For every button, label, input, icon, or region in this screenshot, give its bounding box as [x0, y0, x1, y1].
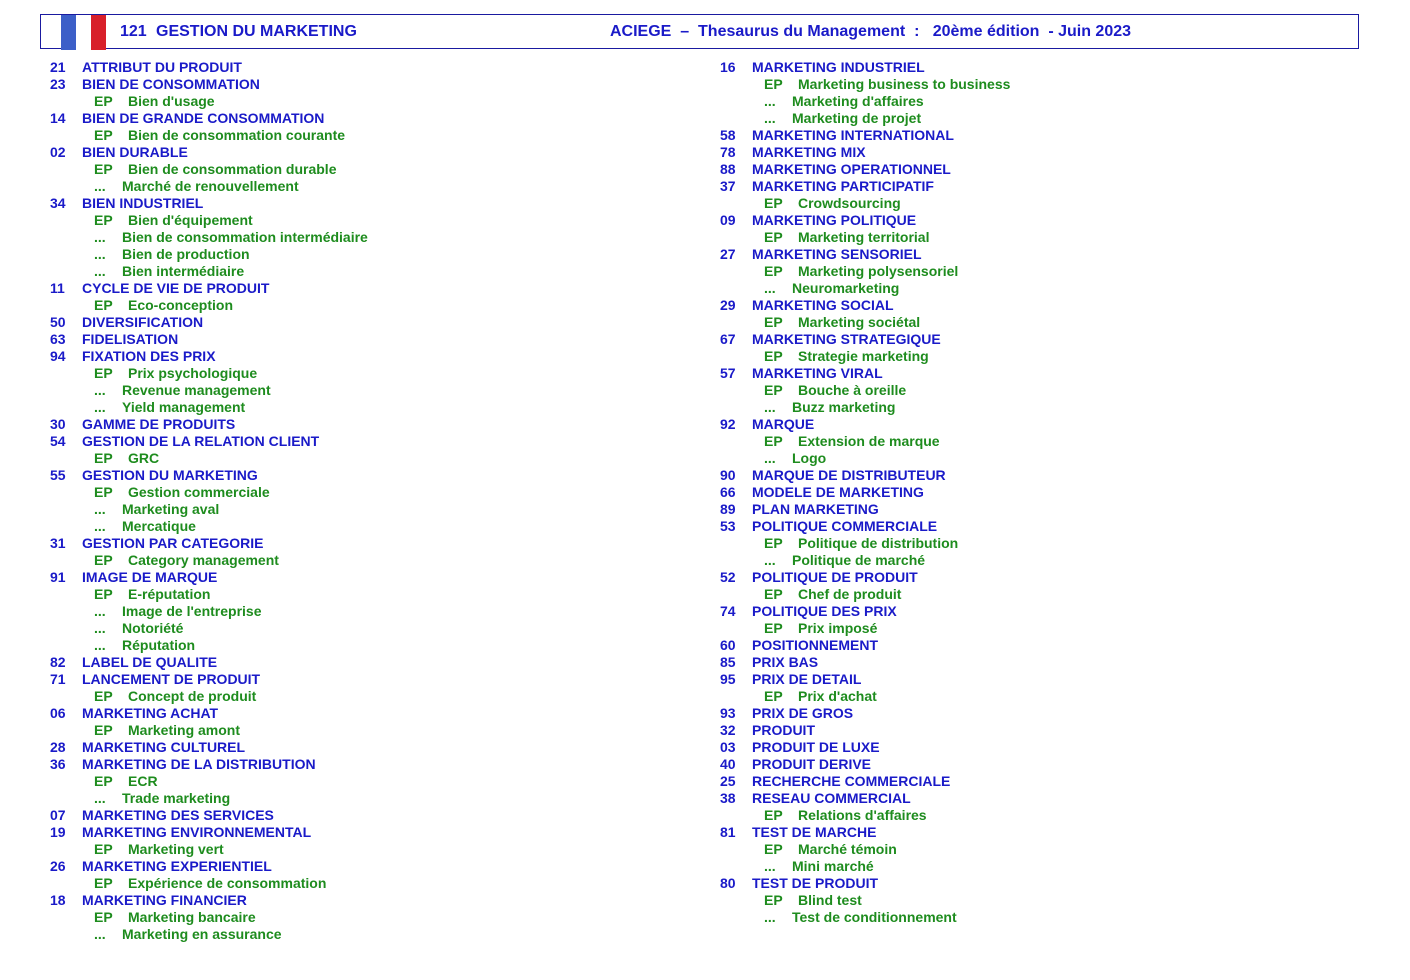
continuation-marker: ... [94, 637, 106, 653]
term-code: 27 [720, 246, 736, 262]
term-label: MARKETING VIRAL [752, 365, 883, 381]
ep-marker: EP [764, 586, 783, 602]
term-code: 29 [720, 297, 736, 313]
term-label: MARKETING CULTUREL [82, 739, 246, 755]
term-code: 40 [720, 756, 736, 772]
term-label: BIEN INDUSTRIEL [82, 195, 204, 211]
term-code: 90 [720, 467, 736, 483]
continuation-marker: ... [94, 382, 106, 398]
term-code: 06 [50, 705, 66, 721]
term-code: 32 [720, 722, 736, 738]
ep-marker: EP [764, 841, 783, 857]
ep-marker: EP [764, 688, 783, 704]
related-term-label: Marketing d'affaires [792, 93, 924, 109]
ep-marker: EP [764, 76, 783, 92]
term-label: MARKETING ACHAT [82, 705, 219, 721]
ep-marker: EP [94, 212, 113, 228]
term-label: GAMME DE PRODUITS [82, 416, 236, 432]
related-term-label: Marketing polysensoriel [798, 263, 959, 279]
continuation-marker: ... [94, 246, 106, 262]
related-term-label: Marketing territorial [798, 229, 930, 245]
related-term-label: Bien de consommation courante [128, 127, 346, 143]
term-label: MARKETING ENVIRONNEMENTAL [82, 824, 312, 840]
ep-marker: EP [94, 722, 113, 738]
continuation-marker: ... [764, 280, 776, 296]
related-term-label: Gestion commerciale [128, 484, 270, 500]
header-publication: ACIEGE – Thesaurus du Management : 20ème édition - Juin 2023 [610, 23, 1132, 40]
ep-marker: EP [94, 586, 113, 602]
term-code: 30 [50, 416, 66, 432]
term-code: 53 [720, 518, 736, 534]
term-code: 23 [50, 76, 66, 92]
french-flag-icon [61, 15, 106, 50]
ep-marker: EP [764, 348, 783, 364]
related-term-label: Marketing aval [122, 501, 220, 517]
related-term-label: GRC [128, 450, 160, 466]
term-label: MARKETING POLITIQUE [752, 212, 917, 228]
related-term-label: Mercatique [122, 518, 196, 534]
related-term-label: Bien d'usage [128, 93, 215, 109]
related-term-label: Bien de consommation intermédiaire [122, 229, 368, 245]
term-label: POLITIQUE COMMERCIALE [752, 518, 938, 534]
term-label: POLITIQUE DES PRIX [752, 603, 897, 619]
term-label: BIEN DE GRANDE CONSOMMATION [82, 110, 325, 126]
term-label: TEST DE MARCHE [752, 824, 877, 840]
related-term-label: Blind test [798, 892, 862, 908]
term-code: 89 [720, 501, 736, 517]
term-code: 21 [50, 59, 66, 75]
term-label: POSITIONNEMENT [752, 637, 879, 653]
term-label: MARQUE [752, 416, 815, 432]
term-label: PLAN MARKETING [752, 501, 879, 517]
continuation-marker: ... [764, 450, 776, 466]
related-term-label: Test de conditionnement [792, 909, 957, 925]
term-label: POLITIQUE DE PRODUIT [752, 569, 918, 585]
term-label: CYCLE DE VIE DE PRODUIT [82, 280, 270, 296]
related-term-label: Trade marketing [122, 790, 231, 806]
related-term-label: Réputation [122, 637, 196, 653]
related-term-label: Crowdsourcing [798, 195, 901, 211]
term-label: MARKETING FINANCIER [82, 892, 247, 908]
term-label: GESTION PAR CATEGORIE [82, 535, 264, 551]
term-label: PRODUIT [752, 722, 815, 738]
term-label: LANCEMENT DE PRODUIT [82, 671, 261, 687]
related-term-label: Marketing en assurance [122, 926, 282, 942]
ep-marker: EP [94, 161, 113, 177]
related-term-label: Category management [128, 552, 279, 568]
term-code: 50 [50, 314, 66, 330]
term-code: 55 [50, 467, 66, 483]
term-label: FIDELISATION [82, 331, 179, 347]
term-label: MARKETING INDUSTRIEL [752, 59, 925, 75]
term-code: 26 [50, 858, 66, 874]
related-term-label: Notoriété [122, 620, 184, 636]
ep-marker: EP [764, 535, 783, 551]
related-term-label: Marketing business to business [798, 76, 1011, 92]
term-code: 02 [50, 144, 66, 160]
related-term-label: Prix imposé [798, 620, 878, 636]
ep-marker: EP [764, 807, 783, 823]
term-code: 14 [50, 110, 66, 126]
ep-marker: EP [94, 93, 113, 109]
related-term-label: E-réputation [128, 586, 211, 602]
related-term-label: Revenue management [122, 382, 271, 398]
term-label: PRIX BAS [752, 654, 819, 670]
continuation-marker: ... [94, 620, 106, 636]
related-term-label: Bien intermédiaire [122, 263, 245, 279]
term-label: LABEL DE QUALITE [82, 654, 218, 670]
ep-marker: EP [94, 552, 113, 568]
related-term-label: Buzz marketing [792, 399, 896, 415]
continuation-marker: ... [94, 501, 106, 517]
term-code: 57 [720, 365, 736, 381]
ep-marker: EP [764, 892, 783, 908]
term-code: 63 [50, 331, 66, 347]
related-term-label: Prix psychologique [128, 365, 258, 381]
continuation-marker: ... [94, 229, 106, 245]
term-code: 09 [720, 212, 736, 228]
related-term-label: Extension de marque [798, 433, 940, 449]
term-label: RECHERCHE COMMERCIALE [752, 773, 951, 789]
term-code: 19 [50, 824, 66, 840]
term-label: MARKETING SENSORIEL [752, 246, 922, 262]
ep-marker: EP [764, 229, 783, 245]
ep-marker: EP [94, 688, 113, 704]
ep-marker: EP [94, 127, 113, 143]
related-term-label: Bouche à oreille [798, 382, 907, 398]
ep-marker: EP [94, 773, 113, 789]
related-term-label: Marketing de projet [792, 110, 922, 126]
term-code: 85 [720, 654, 736, 670]
ep-marker: EP [764, 620, 783, 636]
term-label: MARKETING SOCIAL [752, 297, 894, 313]
related-term-label: Logo [792, 450, 827, 466]
term-code: 74 [720, 603, 736, 619]
term-label: MARKETING DE LA DISTRIBUTION [82, 756, 316, 772]
related-term-label: Prix d'achat [798, 688, 877, 704]
term-code: 18 [50, 892, 66, 908]
continuation-marker: ... [764, 93, 776, 109]
related-term-label: Relations d'affaires [798, 807, 927, 823]
ep-marker: EP [764, 433, 783, 449]
term-label: MARKETING PARTICIPATIF [752, 178, 934, 194]
term-code: 28 [50, 739, 66, 755]
ep-marker: EP [764, 263, 783, 279]
continuation-marker: ... [94, 399, 106, 415]
continuation-marker: ... [764, 110, 776, 126]
term-code: 31 [50, 535, 66, 551]
related-term-label: Chef de produit [798, 586, 902, 602]
term-label: RESEAU COMMERCIAL [752, 790, 911, 806]
term-label: MODELE DE MARKETING [752, 484, 924, 500]
term-code: 82 [50, 654, 66, 670]
term-label: DIVERSIFICATION [82, 314, 204, 330]
continuation-marker: ... [764, 909, 776, 925]
term-label: IMAGE DE MARQUE [82, 569, 218, 585]
related-term-label: Yield management [122, 399, 246, 415]
term-code: 91 [50, 569, 66, 585]
term-code: 54 [50, 433, 66, 449]
ep-marker: EP [764, 314, 783, 330]
continuation-marker: ... [94, 926, 106, 942]
related-term-label: Politique de marché [792, 552, 926, 568]
related-term-label: Image de l'entreprise [122, 603, 262, 619]
term-label: PRIX DE DETAIL [752, 671, 862, 687]
continuation-marker: ... [764, 552, 776, 568]
term-label: MARQUE DE DISTRIBUTEUR [752, 467, 946, 483]
term-code: 38 [720, 790, 736, 806]
page-header [40, 14, 1359, 49]
term-code: 52 [720, 569, 736, 585]
related-term-label: Eco-conception [128, 297, 234, 313]
term-label: MARKETING EXPERIENTIEL [82, 858, 272, 874]
term-code: 25 [720, 773, 736, 789]
related-term-label: ECR [128, 773, 158, 789]
related-term-label: Mini marché [792, 858, 874, 874]
ep-marker: EP [94, 484, 113, 500]
term-code: 37 [720, 178, 736, 194]
term-code: 94 [50, 348, 66, 364]
term-code: 07 [50, 807, 66, 823]
continuation-marker: ... [94, 603, 106, 619]
ep-marker: EP [94, 875, 113, 891]
term-label: MARKETING INTERNATIONAL [752, 127, 954, 143]
term-code: 93 [720, 705, 736, 721]
term-code: 16 [720, 59, 736, 75]
term-code: 58 [720, 127, 736, 143]
related-term-label: Strategie marketing [798, 348, 929, 364]
term-code: 81 [720, 824, 736, 840]
term-label: MARKETING DES SERVICES [82, 807, 274, 823]
term-label: PRODUIT DERIVE [752, 756, 872, 772]
term-code: 36 [50, 756, 66, 772]
related-term-label: Marketing bancaire [128, 909, 256, 925]
term-label: GESTION DE LA RELATION CLIENT [82, 433, 320, 449]
term-code: 66 [720, 484, 736, 500]
term-code: 92 [720, 416, 736, 432]
continuation-marker: ... [764, 858, 776, 874]
continuation-marker: ... [94, 263, 106, 279]
term-label: FIXATION DES PRIX [82, 348, 216, 364]
continuation-marker: ... [94, 178, 106, 194]
related-term-label: Expérience de consommation [128, 875, 327, 891]
related-term-label: Bien d'équipement [128, 212, 253, 228]
related-term-label: Marketing amont [128, 722, 241, 738]
term-code: 88 [720, 161, 736, 177]
term-label: TEST DE PRODUIT [752, 875, 879, 891]
ep-marker: EP [94, 841, 113, 857]
related-term-label: Bien de production [122, 246, 250, 262]
term-code: 95 [720, 671, 736, 687]
continuation-marker: ... [764, 399, 776, 415]
term-code: 80 [720, 875, 736, 891]
ep-marker: EP [94, 297, 113, 313]
term-label: ATTRIBUT DU PRODUIT [82, 59, 242, 75]
term-code: 34 [50, 195, 66, 211]
term-label: MARKETING STRATEGIQUE [752, 331, 941, 347]
header-code: 121 [120, 23, 147, 40]
related-term-label: Bien de consommation durable [128, 161, 337, 177]
related-term-label: Marketing sociétal [798, 314, 921, 330]
ep-marker: EP [94, 365, 113, 381]
related-term-label: Politique de distribution [798, 535, 959, 551]
term-label: PRIX DE GROS [752, 705, 854, 721]
ep-marker: EP [764, 382, 783, 398]
term-code: 11 [50, 280, 65, 296]
ep-marker: EP [94, 450, 113, 466]
related-term-label: Marché témoin [798, 841, 897, 857]
related-term-label: Neuromarketing [792, 280, 900, 296]
term-label: PRODUIT DE LUXE [752, 739, 880, 755]
related-term-label: Marketing vert [128, 841, 224, 857]
term-code: 60 [720, 637, 736, 653]
term-label: MARKETING MIX [752, 144, 866, 160]
term-label: BIEN DURABLE [82, 144, 188, 160]
related-term-label: Concept de produit [128, 688, 257, 704]
term-code: 78 [720, 144, 736, 160]
ep-marker: EP [94, 909, 113, 925]
term-code: 71 [50, 671, 66, 687]
continuation-marker: ... [94, 518, 106, 534]
term-label: GESTION DU MARKETING [82, 467, 258, 483]
term-label: MARKETING OPERATIONNEL [752, 161, 951, 177]
term-code: 67 [720, 331, 736, 347]
term-label: BIEN DE CONSOMMATION [82, 76, 260, 92]
header-title: GESTION DU MARKETING [156, 23, 357, 40]
related-term-label: Marché de renouvellement [122, 178, 299, 194]
continuation-marker: ... [94, 790, 106, 806]
ep-marker: EP [764, 195, 783, 211]
term-code: 03 [720, 739, 736, 755]
